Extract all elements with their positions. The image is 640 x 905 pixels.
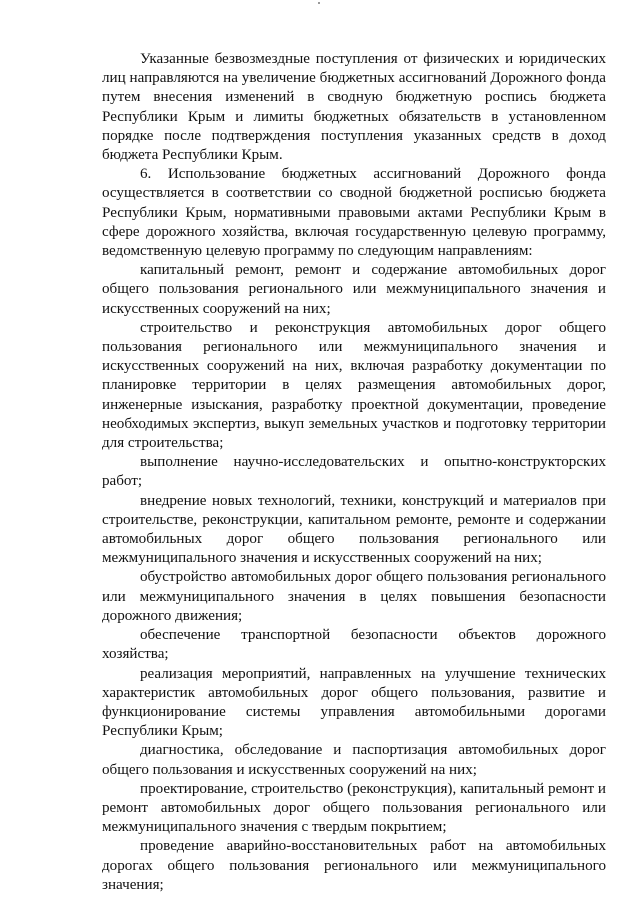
paragraph-donations: Указанные безвозмездные поступления от физических и юридических лиц направляются на увеличение бюджетных ассигнований Дорожного фонда путем внесения изменений в сводную бюджетную роспись бюджета Республики Крым и лимиты бюджетных обязательств в установленном порядке после подтверждения поступления указанных средств в доход бюджета Республики Крым. bbox=[102, 51, 606, 164]
scan-speck bbox=[318, 2, 320, 4]
paragraph-construction: строительство и реконструкция автомобильных дорог общего пользования регионального или межмуниципального значения и искусственных сооружений на них, включая разработку документации по планировке территории в целях размещения автомобильных дорог, инженерные изыскания, разработку проектной документации, проведение необходимых экспертиз, выкуп земельных участков и подготовку территории для строительства; bbox=[102, 319, 606, 452]
paragraph-research: выполнение научно-исследовательских и опытно-конструкторских работ; bbox=[102, 454, 606, 490]
paragraph-item-6: 6. Использование бюджетных ассигнований Дорожного фонда осуществляется в соответствии со сводной бюджетной росписью бюджета Республики Крым, нормативными правовыми актами Республики Крым в сфере дорожного хозяйства, включая государственную целевую программу, ведомственную целевую программу по следующим направлениям: bbox=[102, 166, 606, 260]
document-body bbox=[102, 50, 606, 895]
paragraph-road-arrangement: обустройство автомобильных дорог общего пользования регионального или межмуниципального значения в целях повышения безопасности дорожного движения; bbox=[102, 569, 606, 624]
paragraph-transport-security: обеспечение транспортной безопасности объектов дорожного хозяйства; bbox=[102, 627, 606, 663]
paragraph-design-construction: проектирование, строительство (реконструкция), капитальный ремонт и ремонт автомобильных дорог общего пользования регионального или межмуниципального значения с твердым покрытием; bbox=[102, 780, 606, 836]
paragraph-new-technologies: внедрение новых технологий, техники, конструкций и материалов при строительстве, реконструкции, капитальном ремонте, ремонте и содержании автомобильных дорог общего пользования регионального или межмуниципального значения и искусственных сооружений на них; bbox=[102, 492, 606, 567]
paragraph-capital-repair: капитальный ремонт, ремонт и содержание автомобильных дорог общего пользования регионального или межмуниципального значения и искусственных сооружений на них; bbox=[102, 262, 606, 317]
paragraph-improvement-measures: реализация мероприятий, направленных на улучшение технических характеристик автомобильных дорог общего пользования, развитие и функционирование системы управления автомобильными дорогами Республики Крым; bbox=[102, 665, 606, 740]
paragraph-emergency-works: проведение аварийно-восстановительных работ на автомобильных дорогах общего пользования регионального или межмуниципального значения; bbox=[102, 838, 606, 893]
paragraph-diagnostics: диагностика, обследование и паспортизация автомобильных дорог общего пользования и искусственных сооружений на них; bbox=[102, 742, 606, 778]
